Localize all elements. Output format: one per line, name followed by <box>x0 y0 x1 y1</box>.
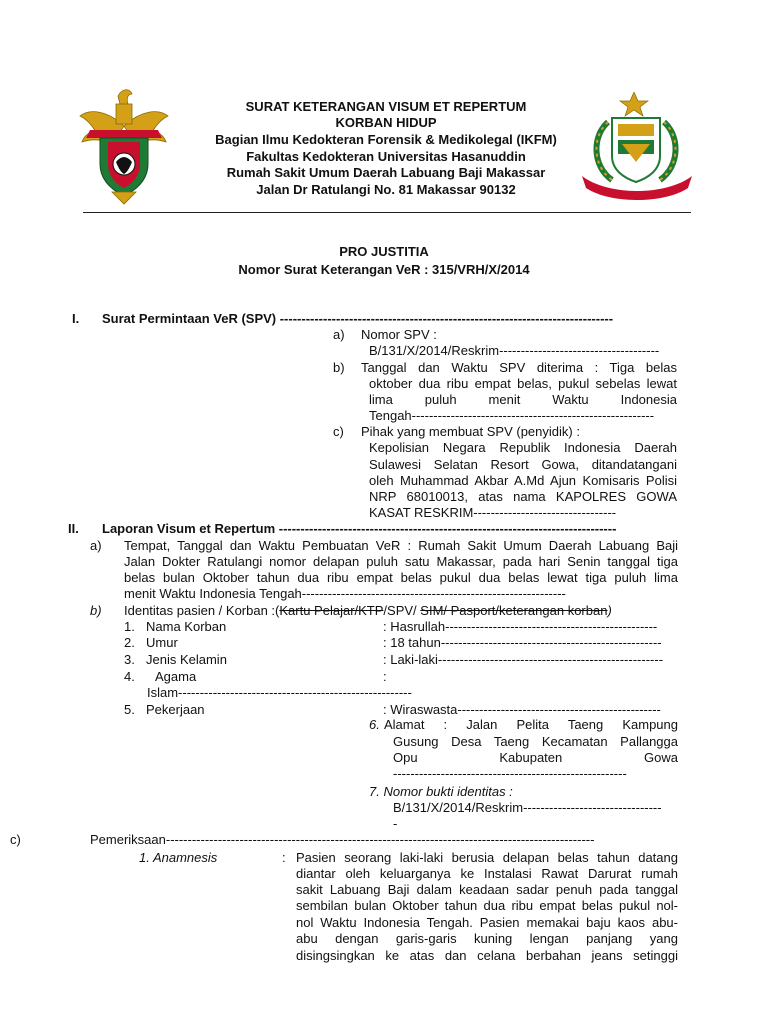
anamnesis-label: 1. Anamnesis <box>139 850 218 865</box>
item-label: b) <box>333 360 345 375</box>
spv-maker-line: KASAT RESKRIM--------------------------------- <box>369 505 617 520</box>
identity-heading: Identitas pasien / Korban :(Kartu Pelajar/KTP/SPV/ SIM/ Pasport/keterangan korban) <box>124 603 612 618</box>
section-title: Laporan Visum et Repertum ------------------------------------------------------------------------------ <box>102 521 617 536</box>
section-number: II. <box>68 521 79 536</box>
sulsel-logo <box>578 92 696 202</box>
place-time-line: belas bulan Oktober tahun dua ribu empat belas pukul dua belas lewat tiga puluh lima <box>124 570 678 585</box>
anamnesis-line: sembilan bulan Oktober tahun dua ribu empat belas pukul nol- <box>296 898 678 913</box>
letter-subtitle: KORBAN HIDUP <box>335 115 437 130</box>
place-time-line: Tempat, Tanggal dan Waktu Pembuatan VeR : Rumah Sakit Umum Daerah Labuang Baji <box>124 538 678 553</box>
nomor-spv-value: B/131/X/2014/Reskrim------------------------------------- <box>369 343 660 358</box>
spv-date-line: lima puluh menit Waktu Indonesia <box>369 392 677 407</box>
section-title: Surat Permintaan VeR (SPV) ----------------------------------------------------------------------------- <box>102 311 614 326</box>
address-line: Opu Kabupaten Gowa <box>393 750 678 765</box>
section-number: I. <box>72 311 80 326</box>
identity-value: Islam------------------------------------------------------ <box>147 685 412 700</box>
anamnesis-line: abu dengan garis-garis kuning lengan panjang yang <box>296 931 678 946</box>
anamnesis-line: sakit Labuang Baji dalam keadaan sadar penuh pada tanggal <box>296 882 678 897</box>
item-label: b) <box>90 603 102 618</box>
address-line: Alamat : Jalan Pelita Taeng Kampung <box>384 717 678 732</box>
examination-title: Pemeriksaan--------------------------------------------------------------------------------------------------- <box>90 832 595 847</box>
id-number-value: B/131/X/2014/Reskrim-------------------------------- <box>393 800 662 815</box>
identity-value: : 18 tahun--------------------------------------------------- <box>383 635 662 650</box>
identity-label: Umur <box>146 635 178 650</box>
address-line: Gusung Desa Taeng Kecamatan Pallangga <box>393 734 678 749</box>
identity-no: 1. <box>124 619 135 634</box>
id-number-value: - <box>393 816 398 831</box>
identity-label: Nama Korban <box>146 619 227 634</box>
place-time-line: menit Waktu Indonesia Tengah------------------------------------------------------------- <box>124 586 566 601</box>
pro-justitia: PRO JUSTITIA <box>339 244 429 259</box>
item-label: c) <box>10 832 21 847</box>
spv-maker-label: Pihak yang membuat SPV (penyidik) : <box>361 424 580 439</box>
unhas-logo <box>78 86 170 206</box>
hospital-name: Rumah Sakit Umum Daerah Labuang Baji Makassar <box>226 165 546 180</box>
id-number-label: 7. Nomor bukti identitas : <box>369 784 513 799</box>
nomor-spv-label: Nomor SPV : <box>361 327 437 342</box>
item-label: a) <box>90 538 102 553</box>
spv-maker-line: Sulawesi Selatan Resort Gowa, ditandatangani <box>369 457 677 472</box>
faculty-name: Fakultas Kedokteran Universitas Hasanuddin <box>246 149 526 164</box>
department-name: Bagian Ilmu Kedokteran Forensik & Medikolegal (IKFM) <box>215 132 557 147</box>
identity-colon: : <box>383 669 387 684</box>
identity-value: : Hasrullah------------------------------------------------- <box>383 619 658 634</box>
anamnesis-colon: : <box>282 850 286 865</box>
identity-label: Jenis Kelamin <box>146 652 227 667</box>
identity-no: 5. <box>124 702 135 717</box>
hospital-address: Jalan Dr Ratulangi No. 81 Makassar 90132 <box>256 182 516 197</box>
address-line: ------------------------------------------------------ <box>393 766 627 781</box>
identity-value: : Laki-laki---------------------------------------------------- <box>383 652 664 667</box>
spv-date-label: Tanggal dan Waktu SPV diterima : Tiga belas <box>361 360 677 375</box>
identity-label: Agama <box>155 669 197 684</box>
header-divider <box>83 212 691 213</box>
identity-label: Pekerjaan <box>146 702 205 717</box>
anamnesis-line: diantar oleh keluarganya ke Instalasi Rawat Darurat rumah <box>296 866 678 881</box>
anamnesis-line: nol Waktu Indonesia Tengah. Pasien memakai baju kaos abu- <box>296 915 678 930</box>
anamnesis-line: Pasien seorang laki-laki berusia delapan belas tahun datang <box>296 850 678 865</box>
identity-no: 4. <box>124 669 135 684</box>
letter-number: Nomor Surat Keterangan VeR : 315/VRH/X/2014 <box>238 262 530 277</box>
anamnesis-line: disingsingkan ke atas dan celana berbahan jeans setinggi <box>296 948 678 963</box>
spv-date-line: Tengah-------------------------------------------------------- <box>369 408 655 423</box>
identity-value: : Wiraswasta----------------------------------------------- <box>383 702 661 717</box>
item-label: a) <box>333 327 345 342</box>
identity-no: 3. <box>124 652 135 667</box>
item-label: c) <box>333 424 344 439</box>
identity-no: 6. <box>369 717 380 732</box>
spv-maker-line: NRP 68010013, atas nama KAPOLRES GOWA <box>369 489 677 504</box>
letter-title: SURAT KETERANGAN VISUM ET REPERTUM <box>245 99 527 114</box>
spv-maker-line: Kepolisian Negara Republik Indonesia Daerah <box>369 440 677 455</box>
place-time-line: Jalan Dokter Ratulangi nomor delapan puluh satu Makassar, pada hari Senin tanggal tiga <box>124 554 678 569</box>
identity-no: 2. <box>124 635 135 650</box>
spv-date-line: oktober dua ribu empat belas, pukul sebelas lewat <box>369 376 677 391</box>
spv-maker-line: oleh Muhammad Akbar A.Md Ajun Komisaris Polisi <box>369 473 677 488</box>
